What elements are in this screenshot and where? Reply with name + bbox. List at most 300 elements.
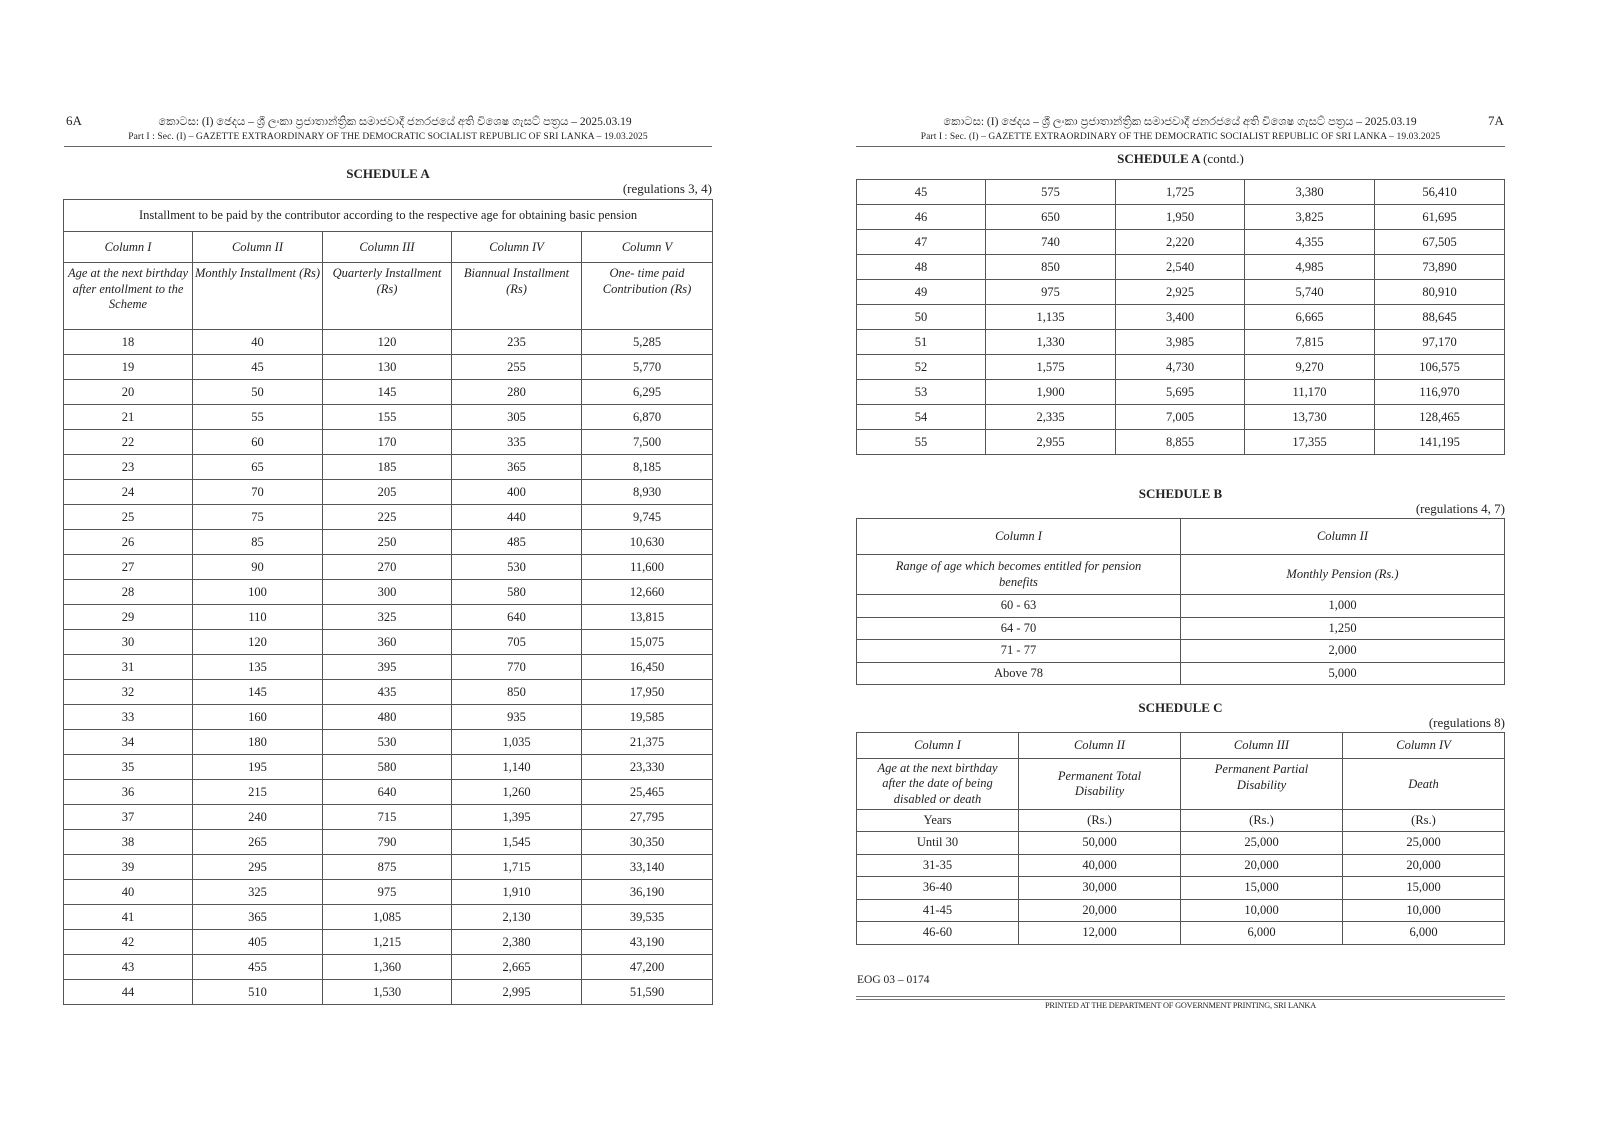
table-row [64,730,713,755]
table-cell: 38 [64,830,193,855]
table-cell: 1,725 [1116,180,1245,205]
table-cell: 25,000 [1181,832,1343,855]
table-cell: 6,000 [1343,922,1505,945]
table-cell: 1,035 [452,730,582,755]
table-cell: 40,000 [1019,854,1181,877]
table-cell: 1,545 [452,830,582,855]
column-heading: Column I [857,519,1181,555]
table-cell: 1,360 [323,955,452,980]
table-cell: 3,825 [1245,205,1375,230]
table-cell: 25,465 [582,780,713,805]
column-description: Permanent Total Disability [1019,759,1181,810]
table-cell: 53 [857,380,986,405]
table-cell: 73,890 [1375,255,1505,280]
table-cell: 40 [64,880,193,905]
table-cell: 71 - 77 [857,640,1181,663]
table-cell: 75 [193,505,323,530]
column-description: Biannual Installment (Rs) [452,263,582,330]
table-cell: 640 [323,780,452,805]
table-cell: 116,970 [1375,380,1505,405]
table-cell: 8,855 [1116,430,1245,455]
table-cell: 145 [193,680,323,705]
table-cell: 29 [64,605,193,630]
table-cell: 2,380 [452,930,582,955]
column-description: Monthly Pension (Rs.) [1181,555,1505,595]
table-cell: 8,930 [582,480,713,505]
table-cell: 50 [857,305,986,330]
table-cell: 360 [323,630,452,655]
table-cell: 2,130 [452,905,582,930]
table-row [64,630,713,655]
schedule-b-regulations: (regulations 4, 7) [1415,501,1505,516]
table-row [64,580,713,605]
table-cell: 32 [64,680,193,705]
schedule-a-caption: Installment to be paid by the contributor according to the respective age for obtaining basic pension [64,200,713,232]
table-cell: 30,000 [1019,877,1181,900]
table-cell: 20,000 [1343,854,1505,877]
table-row [857,899,1505,922]
table-cell: 64 - 70 [857,617,1181,640]
table-cell: 22 [64,430,193,455]
table-cell: 10,630 [582,530,713,555]
table-cell: 17,950 [582,680,713,705]
table-cell: 530 [323,730,452,755]
table-cell: 850 [452,680,582,705]
table-cell: 510 [193,980,323,1005]
table-cell: 80,910 [1375,280,1505,305]
table-cell: 141,195 [1375,430,1505,455]
table-cell: 1,000 [1181,595,1505,618]
table-cell: 26 [64,530,193,555]
table-cell: 6,000 [1181,922,1343,945]
column-heading: Column II [193,232,323,263]
table-cell: 240 [193,805,323,830]
table-cell: 205 [323,480,452,505]
table-row [857,255,1505,280]
table-row [64,655,713,680]
table-row [857,854,1505,877]
table-row [857,355,1505,380]
table-cell: 42 [64,930,193,955]
table-cell: 56,410 [1375,180,1505,205]
table-cell: 130 [323,355,452,380]
table-row [64,480,713,505]
table-cell: 145 [323,380,452,405]
table-cell: 3,380 [1245,180,1375,205]
table-cell: 27 [64,555,193,580]
table-row [857,595,1505,618]
table-cell: 12,660 [582,580,713,605]
table-row [64,430,713,455]
table-cell: 19 [64,355,193,380]
schedule-a-contd-table [856,179,1505,455]
table-cell: 6,665 [1245,305,1375,330]
table-cell: 100 [193,580,323,605]
table-cell: 1,395 [452,805,582,830]
table-cell: 170 [323,430,452,455]
table-cell: 88,645 [1375,305,1505,330]
column-heading: Column V [582,232,713,263]
table-row [64,455,713,480]
table-cell: 43 [64,955,193,980]
table-row [857,640,1505,663]
table-cell: 47 [857,230,986,255]
page-number: 6A [66,113,82,128]
table-cell: 5,285 [582,330,713,355]
table-cell: 50,000 [1019,832,1181,855]
table-cell: 455 [193,955,323,980]
column-heading: Column III [1181,733,1343,759]
table-cell: 61,695 [1375,205,1505,230]
table-row [64,780,713,805]
table-cell: 45 [193,355,323,380]
table-row [64,405,713,430]
table-cell: 185 [323,455,452,480]
table-cell: 6,295 [582,380,713,405]
schedule-b-table [856,518,1505,685]
table-row [64,855,713,880]
table-cell: 395 [323,655,452,680]
table-row [64,555,713,580]
table-row [64,880,713,905]
table-cell: 10,000 [1181,899,1343,922]
table-cell: 2,540 [1116,255,1245,280]
table-cell: 405 [193,930,323,955]
table-cell: 485 [452,530,582,555]
column-description: Quarterly Installment (Rs) [323,263,452,330]
table-cell: 60 - 63 [857,595,1181,618]
table-cell: 28 [64,580,193,605]
schedule-c-regulations: (regulations 8) [1428,715,1505,730]
table-row [857,230,1505,255]
table-cell: 255 [452,355,582,380]
table-row [64,680,713,705]
table-cell: 15,000 [1181,877,1343,900]
table-cell: 25 [64,505,193,530]
table-cell: 19,585 [582,705,713,730]
table-cell: 7,005 [1116,405,1245,430]
table-cell: 160 [193,705,323,730]
table-cell: 7,815 [1245,330,1375,355]
table-cell: 6,870 [582,405,713,430]
table-cell: 1,260 [452,780,582,805]
right-page [800,0,1600,1131]
english-header: Part I : Sec. (I) – GAZETTE EXTRAORDINARY OF THE DEMOCRATIC SOCIALIST REPUBLIC OF SRI LANKA – 19.03.2025 [920,132,1441,142]
table-cell: 9,270 [1245,355,1375,380]
table-cell: 2,955 [986,430,1116,455]
table-cell: 1,135 [986,305,1116,330]
table-cell: 770 [452,655,582,680]
table-cell: 295 [193,855,323,880]
table-cell: 20,000 [1019,899,1181,922]
column-description: Death [1343,759,1505,810]
table-cell: 43,190 [582,930,713,955]
schedule-a-contd-title [856,151,1505,167]
table-cell: 10,000 [1343,899,1505,922]
table-cell: 480 [323,705,452,730]
table-cell: 5,770 [582,355,713,380]
table-cell: 55 [193,405,323,430]
column-heading: Column I [64,232,193,263]
table-cell: 85 [193,530,323,555]
contd-suffix: (contd.) [1203,151,1244,166]
table-cell: 48 [857,255,986,280]
table-cell: 34 [64,730,193,755]
table-cell: 3,400 [1116,305,1245,330]
schedule-a-regulations: (regulations 3, 4) [622,181,712,196]
table-row [64,805,713,830]
column-heading: Column I [857,733,1019,759]
header-rule [856,146,1505,147]
table-cell: 51,590 [582,980,713,1005]
table-cell: 27,795 [582,805,713,830]
table-cell: 39 [64,855,193,880]
table-cell: 17,355 [1245,430,1375,455]
table-cell: 120 [193,630,323,655]
column-heading: Column II [1181,519,1505,555]
table-row [857,405,1505,430]
table-row [64,755,713,780]
table-cell: 400 [452,480,582,505]
table-row [64,930,713,955]
table-cell: 1,085 [323,905,452,930]
table-cell: 60 [193,430,323,455]
sinhala-header: කොටස: (I) ඡෙදය – ශ්‍රී ලංකා ප්‍රජාතාන්ත්‍රික සමාජවාදී ජනරජයේ අති විශෙෂ ගැසට් පත්‍රය – 2025.03.19 [943,116,1417,128]
table-cell: 850 [986,255,1116,280]
schedule-a-contd-label: SCHEDULE A [1117,151,1200,166]
table-cell: 15,000 [1343,877,1505,900]
table-row [64,705,713,730]
table-cell: 70 [193,480,323,505]
table-cell: 5,000 [1181,662,1505,685]
table-cell: 790 [323,830,452,855]
table-cell: 580 [452,580,582,605]
table-cell: 1,330 [986,330,1116,355]
printed-notice: PRINTED AT THE DEPARTMENT OF GOVERNMENT PRINTING, SRI LANKA [1045,1001,1316,1010]
table-cell: 215 [193,780,323,805]
table-cell: 44 [64,980,193,1005]
table-cell: 46 [857,205,986,230]
table-cell: 46-60 [857,922,1019,945]
table-cell: 300 [323,580,452,605]
column-description: Age at the next birthday after entollment to the Scheme [64,263,193,330]
table-cell: 13,730 [1245,405,1375,430]
table-cell: 155 [323,405,452,430]
table-cell: 52 [857,355,986,380]
table-cell: 9,745 [582,505,713,530]
table-cell: 740 [986,230,1116,255]
table-cell: 5,740 [1245,280,1375,305]
table-cell: 975 [986,280,1116,305]
table-cell: 270 [323,555,452,580]
table-cell: 20 [64,380,193,405]
table-row [64,830,713,855]
table-cell: 3,985 [1116,330,1245,355]
schedule-c-title: SCHEDULE C [1138,700,1223,715]
table-cell: 55 [857,430,986,455]
table-cell: 225 [323,505,452,530]
unit-cell: (Rs.) [1019,810,1181,832]
table-cell: 30 [64,630,193,655]
table-cell: 1,530 [323,980,452,1005]
table-cell: 13,815 [582,605,713,630]
table-cell: 1,910 [452,880,582,905]
table-cell: 41 [64,905,193,930]
table-cell: 1,900 [986,380,1116,405]
table-cell: 11,170 [1245,380,1375,405]
table-cell: 580 [323,755,452,780]
table-cell: 20,000 [1181,854,1343,877]
table-cell: 128,465 [1375,405,1505,430]
table-cell: 23,330 [582,755,713,780]
table-cell: 325 [193,880,323,905]
column-description: Range of age which becomes entitled for pension benefits [857,555,1181,595]
table-cell: 33 [64,705,193,730]
table-row [64,605,713,630]
table-cell: 2,335 [986,405,1116,430]
table-cell: 250 [323,530,452,555]
table-cell: 365 [193,905,323,930]
table-cell: 280 [452,380,582,405]
table-cell: 265 [193,830,323,855]
table-row [857,877,1505,900]
table-cell: 640 [452,605,582,630]
table-cell: 45 [857,180,986,205]
table-cell: 180 [193,730,323,755]
table-row [64,505,713,530]
table-cell: 2,220 [1116,230,1245,255]
column-description: Age at the next birthday after the date of being disabled or death [857,759,1019,810]
table-cell: 2,665 [452,955,582,980]
table-row [64,980,713,1005]
table-cell: 2,995 [452,980,582,1005]
table-cell: 705 [452,630,582,655]
table-cell: 21,375 [582,730,713,755]
table-cell: 1,575 [986,355,1116,380]
schedule-a-table [63,199,713,1005]
table-cell: 36-40 [857,877,1019,900]
table-row [857,430,1505,455]
table-cell: 41-45 [857,899,1019,922]
sinhala-header: කොටස: (I) ඡෙදය – ශ්‍රී ලංකා ප්‍රජාතාන්ත්‍රික සමාජවාදී ජනරජයේ අති විශෙෂ ගැසට් පත්‍රය – 2025.03.19 [158,116,632,128]
table-cell: 37 [64,805,193,830]
table-cell: 8,185 [582,455,713,480]
table-cell: 25,000 [1343,832,1505,855]
table-cell: 4,355 [1245,230,1375,255]
table-row [64,355,713,380]
table-cell: 7,500 [582,430,713,455]
table-cell: 715 [323,805,452,830]
table-cell: 65 [193,455,323,480]
table-cell: 23 [64,455,193,480]
unit-cell: (Rs.) [1343,810,1505,832]
table-cell: 435 [323,680,452,705]
table-row [64,330,713,355]
column-heading: Column II [1019,733,1181,759]
column-description: Permanent Partial Disability [1181,759,1343,810]
table-cell: 30,350 [582,830,713,855]
table-row [64,955,713,980]
table-row [857,832,1505,855]
table-row [857,180,1505,205]
table-cell: 49 [857,280,986,305]
table-cell: 935 [452,705,582,730]
table-row [857,662,1505,685]
table-cell: 35 [64,755,193,780]
table-row [64,905,713,930]
table-cell: 21 [64,405,193,430]
table-cell: 33,140 [582,855,713,880]
unit-cell: Years [857,810,1019,832]
table-cell: 1,140 [452,755,582,780]
footer-rule [856,996,1505,1000]
table-row [64,380,713,405]
table-cell: 4,730 [1116,355,1245,380]
table-cell: 650 [986,205,1116,230]
table-cell: 235 [452,330,582,355]
table-cell: 36 [64,780,193,805]
column-description: One- time paid Contribution (Rs) [582,263,713,330]
table-cell: 195 [193,755,323,780]
table-cell: 335 [452,430,582,455]
page-number: 7A [1488,113,1504,128]
table-cell: 530 [452,555,582,580]
table-cell: 2,925 [1116,280,1245,305]
table-cell: 2,000 [1181,640,1505,663]
unit-cell: (Rs.) [1181,810,1343,832]
column-heading: Column IV [452,232,582,263]
table-cell: 575 [986,180,1116,205]
table-cell: 31 [64,655,193,680]
table-cell: 18 [64,330,193,355]
table-row [857,205,1505,230]
table-cell: 1,950 [1116,205,1245,230]
table-cell: 50 [193,380,323,405]
table-cell: Above 78 [857,662,1181,685]
table-cell: 135 [193,655,323,680]
table-cell: 975 [323,880,452,905]
table-row [857,330,1505,355]
table-row [64,530,713,555]
schedule-c-table [856,732,1505,945]
table-cell: 325 [323,605,452,630]
table-cell: 40 [193,330,323,355]
table-cell: 90 [193,555,323,580]
schedule-b-title: SCHEDULE B [1138,486,1223,501]
table-cell: 440 [452,505,582,530]
table-cell: 12,000 [1019,922,1181,945]
table-cell: Until 30 [857,832,1019,855]
table-row [857,305,1505,330]
table-cell: 365 [452,455,582,480]
table-cell: 67,505 [1375,230,1505,255]
table-row [857,380,1505,405]
table-cell: 47,200 [582,955,713,980]
column-description: Monthly Installment (Rs) [193,263,323,330]
table-cell: 16,450 [582,655,713,680]
column-heading: Column IV [1343,733,1505,759]
table-cell: 875 [323,855,452,880]
table-cell: 305 [452,405,582,430]
table-row [857,280,1505,305]
table-cell: 97,170 [1375,330,1505,355]
table-cell: 1,215 [323,930,452,955]
table-cell: 1,250 [1181,617,1505,640]
table-cell: 5,695 [1116,380,1245,405]
footer-code: EOG 03 – 0174 [857,974,930,986]
table-cell: 51 [857,330,986,355]
table-row [857,922,1505,945]
